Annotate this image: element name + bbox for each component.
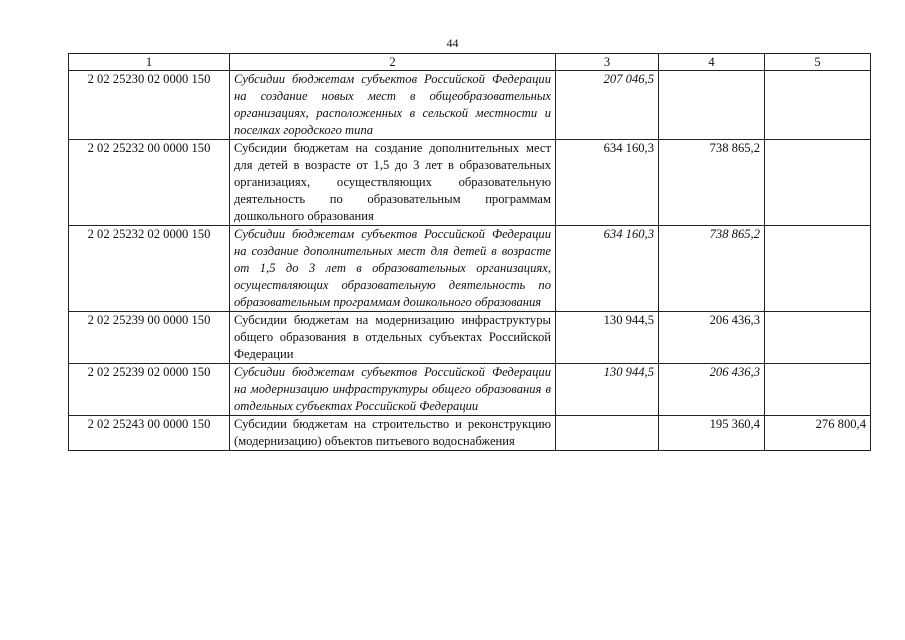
budget-code-cell: 2 02 25232 02 0000 150 — [69, 226, 230, 312]
amount-col5-cell — [765, 140, 871, 226]
amount-col4-cell: 206 436,3 — [659, 312, 765, 364]
budget-code-cell: 2 02 25243 00 0000 150 — [69, 416, 230, 451]
amount-col4-cell: 738 865,2 — [659, 140, 765, 226]
amount-col4-cell: 206 436,3 — [659, 364, 765, 416]
table-row — [69, 140, 871, 226]
table-row — [69, 226, 871, 312]
amount-col5-cell — [765, 312, 871, 364]
amount-col3-cell — [556, 416, 659, 451]
amount-col3-cell: 130 944,5 — [556, 312, 659, 364]
description-cell: Субсидии бюджетам субъектов Российской Федерации на создание новых мест в общеобразовательных организациях, расположенных в сельской местности и поселках городского типа — [230, 71, 556, 140]
description-cell: Субсидии бюджетам на модернизацию инфраструктуры общего образования в отдельных субъектах Российской Федерации — [230, 312, 556, 364]
budget-code-cell: 2 02 25239 00 0000 150 — [69, 312, 230, 364]
amount-col5-cell — [765, 71, 871, 140]
table-row — [69, 312, 871, 364]
amount-col5-cell — [765, 364, 871, 416]
budget-table — [68, 53, 871, 451]
table-header-row — [69, 54, 871, 71]
amount-col3-cell: 634 160,3 — [556, 226, 659, 312]
amount-col5-cell — [765, 226, 871, 312]
table-body — [69, 71, 871, 451]
budget-code-cell: 2 02 25230 02 0000 150 — [69, 71, 230, 140]
column-header-2: 2 — [230, 54, 556, 71]
table-row — [69, 71, 871, 140]
amount-col5-cell: 276 800,4 — [765, 416, 871, 451]
amount-col4-cell: 195 360,4 — [659, 416, 765, 451]
description-cell: Субсидии бюджетам субъектов Российской Федерации на модернизацию инфраструктуры общего образования в отдельных субъектах Российской Федерации — [230, 364, 556, 416]
column-header-3: 3 — [556, 54, 659, 71]
amount-col3-cell: 130 944,5 — [556, 364, 659, 416]
page-number: 44 — [446, 36, 459, 50]
description-cell: Субсидии бюджетам субъектов Российской Федерации на создание дополнительных мест для детей в возрасте от 1,5 до 3 лет в образовательных организациях, осуществляющих образовательную деятельность по образовательным программам дошкольного образования — [230, 226, 556, 312]
amount-col4-cell — [659, 71, 765, 140]
budget-code-cell: 2 02 25232 00 0000 150 — [69, 140, 230, 226]
budget-code-cell: 2 02 25239 02 0000 150 — [69, 364, 230, 416]
description-cell: Субсидии бюджетам на создание дополнительных мест для детей в возрасте от 1,5 до 3 лет в образовательных организациях, осуществляющих образовательную деятельность по образовательным программам дошкольного образования — [230, 140, 556, 226]
column-header-1: 1 — [69, 54, 230, 71]
amount-col3-cell: 207 046,5 — [556, 71, 659, 140]
table-row — [69, 364, 871, 416]
amount-col3-cell: 634 160,3 — [556, 140, 659, 226]
table-row — [69, 416, 871, 451]
amount-col4-cell: 738 865,2 — [659, 226, 765, 312]
description-cell: Субсидии бюджетам на строительство и реконструкцию (модернизацию) объектов питьевого водоснабжения — [230, 416, 556, 451]
column-header-4: 4 — [659, 54, 765, 71]
column-header-5: 5 — [765, 54, 871, 71]
